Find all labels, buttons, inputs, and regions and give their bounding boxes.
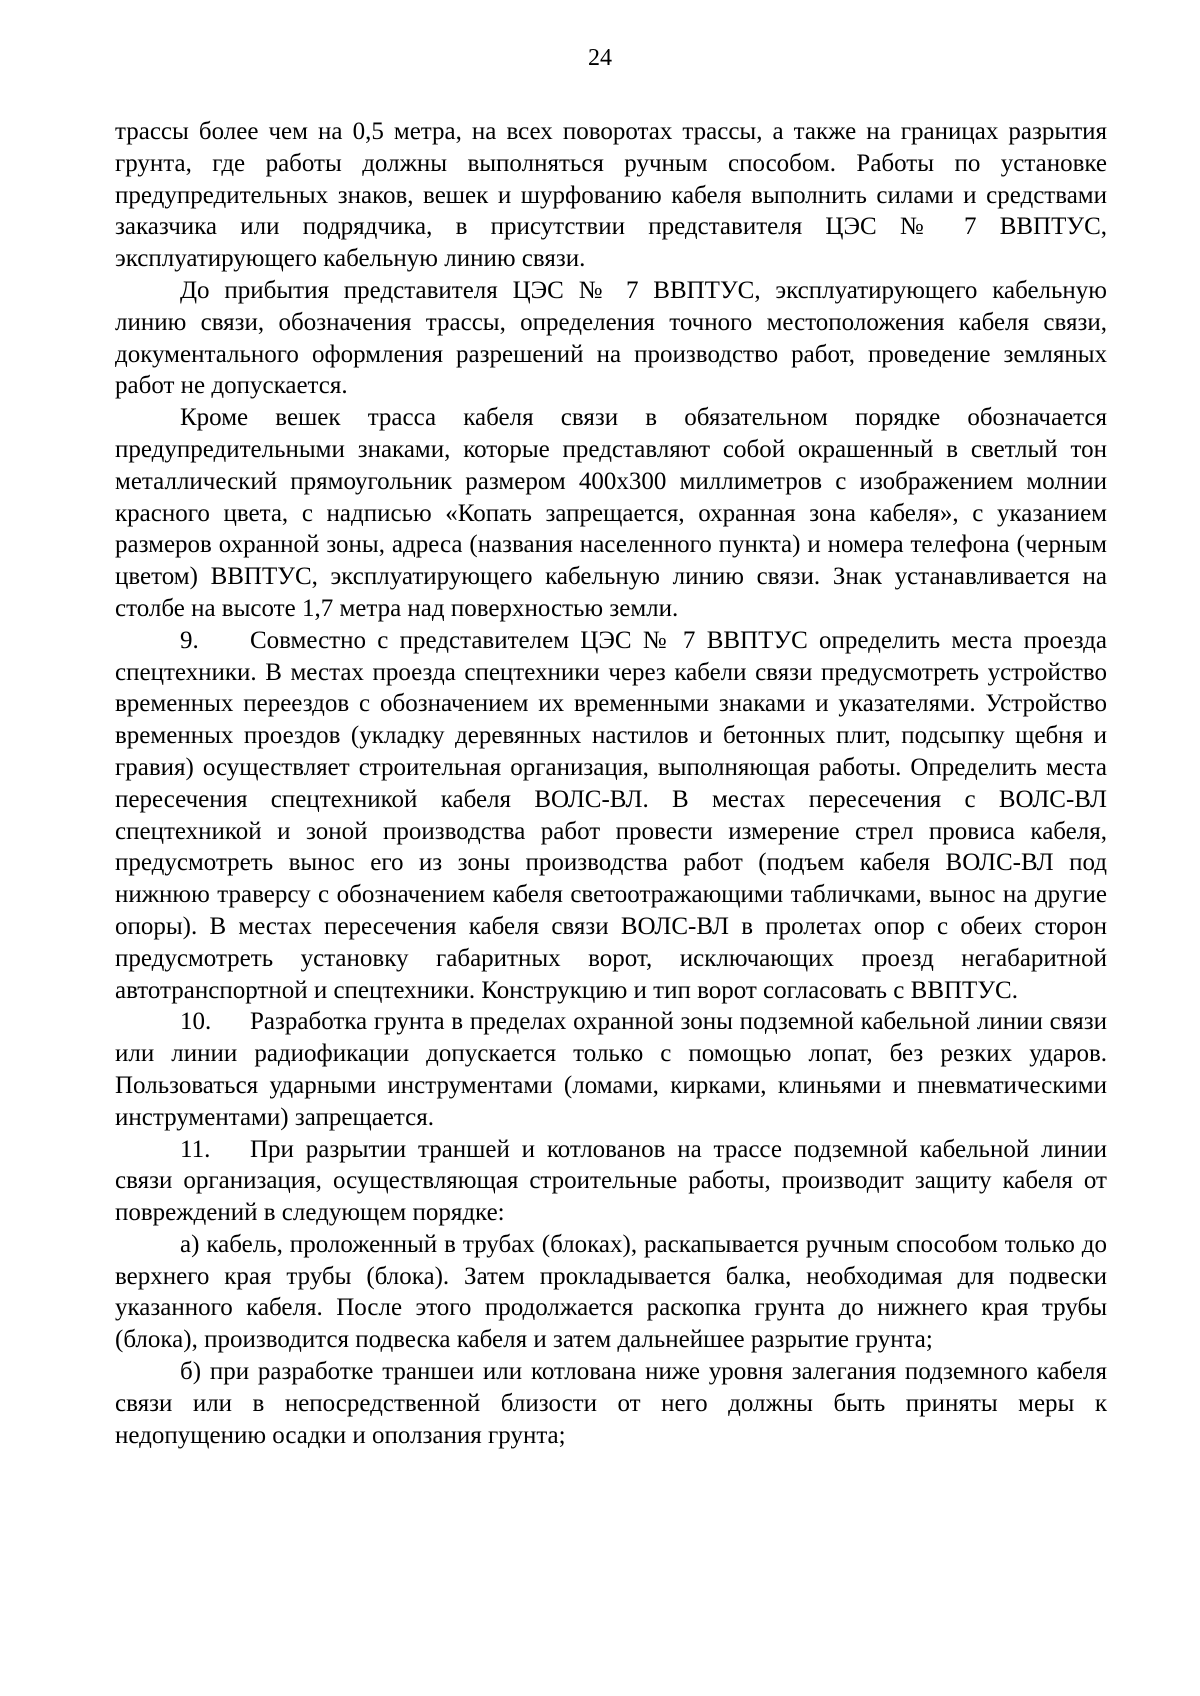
paragraph-subitem-b: б) при разработке траншеи или котлована ниже уровня залегания подземного кабеля связи или в непосредственной близости от него должны быть приняты меры к недопущению осадки и оползания грунта;	[115, 1358, 1107, 1449]
document-body	[115, 116, 1107, 1451]
paragraph-warning-signs: Кроме вешек трасса кабеля связи в обязательном порядке обозначается предупредительными знаками, которые представляют собой окрашенный в светлый тон металлический прямоугольник размером 400х300 миллиметров с изображением молнии красного цвета, с надписью «Копать запрещается, охранная зона кабеля», с указанием размеров охранной зоны, адреса (названия населенного пункта) и номера телефона (черным цветом) ВВПТУС, эксплуатирующего кабельную линию связи. Знак устанавливается на столбе на высоте 1,7 метра над поверхностью земли.	[115, 404, 1107, 622]
item-text: При разрытии траншей и котлованов на трассе подземной кабельной линии связи организация, осуществляющая строительные работы, производит защиту кабеля от повреждений в следующем порядке:	[115, 1135, 1107, 1227]
item-text: Совместно с представителем ЦЭС № 7 ВВПТУС определить места проезда спецтехники. В местах проезда спецтехники через кабели связи предусмотреть устройство временных переездов с обозначением их временными знаками и указателями. Устройство временных проездов (укладку деревянных настилов и бетонных плит, подсыпку щебня и гравия) осуществляет строительная организация, выполняющая работы. Определить места пересечения спецтехникой кабеля ВОЛС-ВЛ. В местах пересечения с ВОЛС-ВЛ спецтехникой и зоной производства работ провести измерение стрел провиса кабеля, предусмотреть вынос его из зоны производства работ (подъем кабеля ВОЛС-ВЛ под нижнюю траверсу с обозначением кабеля светоотражающими табличками, вынос на другие опоры). В местах пересечения кабеля связи ВОЛС-ВЛ в пролетах опор с обеих сторон предусмотреть установку габаритных ворот, исключающих проезд негабаритной автотранспортной и спецтехники. Конструкцию и тип ворот согласовать с ВВПТУС.	[115, 626, 1107, 1004]
paragraph-continuation: трассы более чем на 0,5 метра, на всех поворотах трассы, а также на границах разрытия грунта, где работы должны выполняться ручным способом. Работы по установке предупредительных знаков, вешек и шурфованию кабеля выполнить силами и средствами заказчика или подрядчика, в присутствии представителя ЦЭС № 7 ВВПТУС, эксплуатирующего кабельную линию связи.	[115, 118, 1107, 273]
item-number: 10.	[180, 1008, 212, 1036]
paragraph-item-9	[115, 625, 1107, 1007]
paragraph-subitem-a: а) кабель, проложенный в трубах (блоках), раскапывается ручным способом только до верхнего края трубы (блока). Затем прокладывается балка, необходимая для подвески указанного кабеля. После этого продолжается раскопка грунта до нижнего края трубы (блока), производится подвеска кабеля и затем дальнейшее разрытие грунта;	[115, 1230, 1107, 1354]
item-number: 9.	[180, 626, 199, 654]
paragraph-item-11	[115, 1134, 1107, 1229]
paragraph-item-10	[115, 1006, 1107, 1133]
item-number: 11.	[180, 1135, 211, 1163]
paragraph-representative-arrival: До прибытия представителя ЦЭС № 7 ВВПТУС, эксплуатирующего кабельную линию связи, обозначения трассы, определения точного местоположения кабеля связи, документального оформления разрешений на производство работ, проведение земляных работ не допускается.	[115, 276, 1107, 400]
item-text: Разработка грунта в пределах охранной зоны подземной кабельной линии связи или линии радиофикации допускается только с помощью лопат, без резких ударов. Пользоваться ударными инструментами (ломами, кирками, клиньями и пневматическими инструментами) запрещается.	[115, 1008, 1107, 1131]
page-number: 24	[588, 45, 612, 71]
